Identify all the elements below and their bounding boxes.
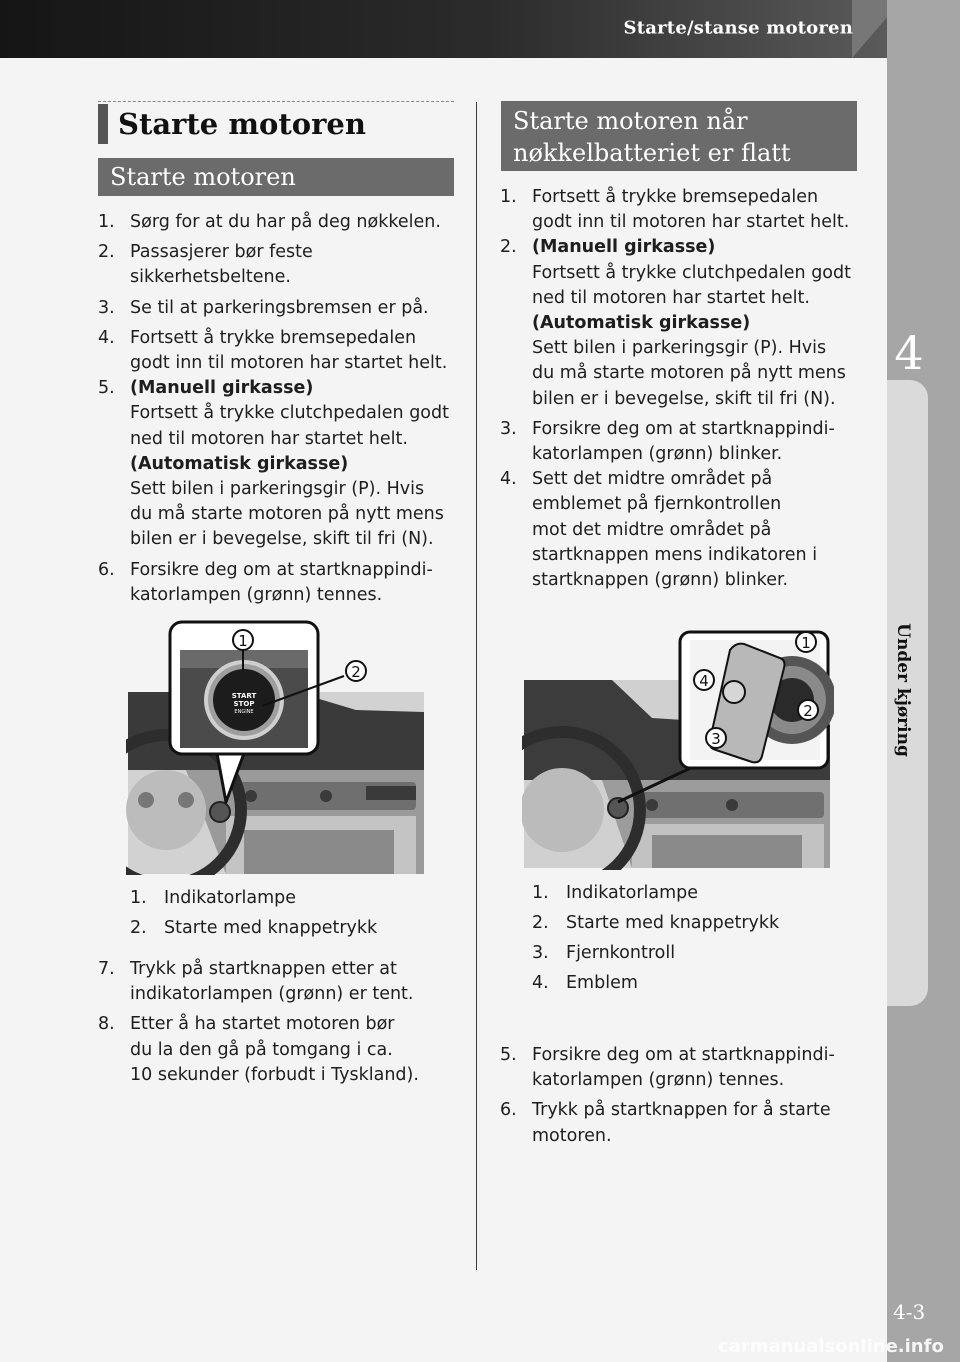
- caption-text: Starte med knappetrykk: [566, 913, 780, 933]
- figure-captions-right: [532, 878, 862, 998]
- section-title: Starte/stanse motoren: [623, 17, 853, 39]
- list-item: [500, 235, 872, 411]
- item-number: 3.: [500, 418, 517, 439]
- caption-number: 3.: [532, 943, 549, 963]
- callout-1: 1: [238, 632, 248, 650]
- caption-item: [532, 908, 862, 938]
- item-text: Etter å ha startet motoren bør du la den gå på tomgang i ca. 10 sekunder (forbudt i Tyskland).: [130, 1014, 419, 1085]
- caption-text: Fjernkontroll: [566, 943, 676, 963]
- item-text: Fortsett å trykke clutchpedalen godt ned til motoren har startet helt.: [130, 403, 449, 449]
- item-number: 3.: [98, 297, 115, 318]
- callout-2: 2: [351, 663, 361, 681]
- section-heading-text: Starte motoren når nøkkelbatteriet er flatt: [513, 107, 791, 167]
- callout-3: 3: [711, 730, 721, 748]
- caption-number: 2.: [532, 913, 549, 933]
- item-number: 2.: [500, 237, 517, 258]
- steps-list-right: [500, 185, 872, 593]
- caption-item: [130, 913, 460, 943]
- list-item: [98, 296, 468, 321]
- caption-item: [532, 938, 862, 968]
- callout-2: 2: [803, 702, 813, 720]
- item-text: Passasjerer bør feste sikkerhetsbeltene.: [130, 242, 313, 288]
- item-number: 6.: [98, 559, 115, 580]
- item-number: 2.: [98, 242, 115, 263]
- caption-number: 2.: [130, 918, 147, 938]
- steps-list-left: [98, 210, 468, 608]
- item-number: 5.: [98, 378, 115, 399]
- item-text: Trykk på startknappen for å starte motoren.: [532, 1100, 831, 1146]
- list-item: [98, 210, 468, 235]
- list-item: [500, 1098, 872, 1148]
- heading-marker: [98, 104, 108, 144]
- caption-text: Indikatorlampe: [164, 888, 297, 908]
- steps-list-left-b: [98, 957, 468, 1088]
- caption-text: Emblem: [566, 973, 638, 993]
- section-heading-right: [501, 101, 857, 171]
- item-text: Forsikre deg om at startknappindi- katorlampen (grønn) tennes.: [532, 1045, 835, 1091]
- chapter-label: Under kjøring: [893, 623, 913, 757]
- item-number: 7.: [98, 959, 115, 979]
- caption-text: Starte med knappetrykk: [164, 918, 378, 938]
- item-number: 1.: [500, 187, 517, 207]
- button-label: ENGINE: [234, 709, 254, 715]
- item-text: Fortsett å trykke bremsepedalen godt inn til motoren har startet helt.: [130, 327, 448, 374]
- item-text: Forsikre deg om at startknappindi- katorlampen (grønn) tennes.: [130, 559, 433, 605]
- manual-label: (Manuell girkasse): [532, 237, 716, 258]
- auto-label: (Automatisk girkasse): [532, 313, 751, 334]
- item-text: Forsikre deg om at startknappindi- katorlampen (grønn) blinker.: [532, 418, 835, 465]
- figure-captions-left: [130, 883, 460, 943]
- item-number: 1.: [98, 212, 115, 232]
- item-number: 5.: [500, 1045, 517, 1065]
- item-number: 8.: [98, 1014, 115, 1035]
- item-number: 4.: [98, 327, 115, 348]
- callout-1: 1: [801, 634, 811, 652]
- item-text: Trykk på startknappen etter at indikatorlampen (grønn) er tent.: [130, 959, 414, 1005]
- remote-key-illustration: [522, 630, 834, 870]
- list-item: [98, 376, 468, 552]
- watermark: carmanualsonline.info: [718, 1336, 944, 1357]
- list-item: [500, 185, 872, 235]
- caption-number: 1.: [532, 883, 549, 903]
- auto-label: (Automatisk girkasse): [130, 453, 349, 474]
- chapter-number: 4: [894, 326, 924, 380]
- caption-number: 1.: [130, 888, 147, 908]
- manual-label: (Manuell girkasse): [130, 378, 314, 399]
- caption-text: Indikatorlampe: [566, 883, 699, 903]
- list-item: [98, 326, 468, 376]
- caption-item: [532, 968, 862, 998]
- list-item: [98, 1012, 468, 1088]
- main-heading: Starte motoren: [118, 107, 366, 141]
- button-label: START: [231, 692, 257, 700]
- item-number: 6.: [500, 1100, 517, 1121]
- list-item: [500, 417, 872, 467]
- item-number: 4.: [500, 469, 517, 490]
- button-label: STOP: [233, 700, 255, 708]
- item-text: Fortsett å trykke clutchpedalen godt ned til motoren har startet helt.: [532, 262, 851, 308]
- list-item: [500, 467, 872, 593]
- heading-rule: [98, 101, 454, 102]
- sub-heading: Starte motoren: [98, 158, 454, 196]
- column-divider: [476, 102, 477, 1270]
- list-item: [98, 558, 468, 608]
- steps-list-right-b: [500, 1043, 872, 1149]
- list-item: [500, 1043, 872, 1093]
- item-text: Fortsett å trykke bremsepedalen godt inn til motoren har startet helt.: [532, 187, 850, 233]
- item-text: Sett det midtre området på emblemet på fjernkontrollen mot det midtre området på startknappen mens indikatoren i startknappen (grønn) blinker.: [532, 469, 818, 591]
- start-button-illustration: [126, 620, 426, 875]
- item-text: Sørg for at du har på deg nøkkelen.: [130, 212, 441, 232]
- item-text: Se til at parkeringsbremsen er på.: [130, 297, 429, 318]
- item-text: Sett bilen i parkeringsgir (P). Hvis du må starte motoren på nytt mens bilen er i bevegelse, skift til fri (N).: [130, 479, 444, 550]
- item-text: Sett bilen i parkeringsgir (P). Hvis du må starte motoren på nytt mens bilen er i bevegelse, skift til fri (N).: [532, 338, 846, 409]
- caption-item: [130, 883, 460, 913]
- callout-4: 4: [699, 672, 709, 690]
- caption-item: [532, 878, 862, 908]
- list-item: [98, 240, 468, 290]
- page-number: 4-3: [893, 1300, 926, 1324]
- list-item: [98, 957, 468, 1007]
- caption-number: 4.: [532, 973, 549, 993]
